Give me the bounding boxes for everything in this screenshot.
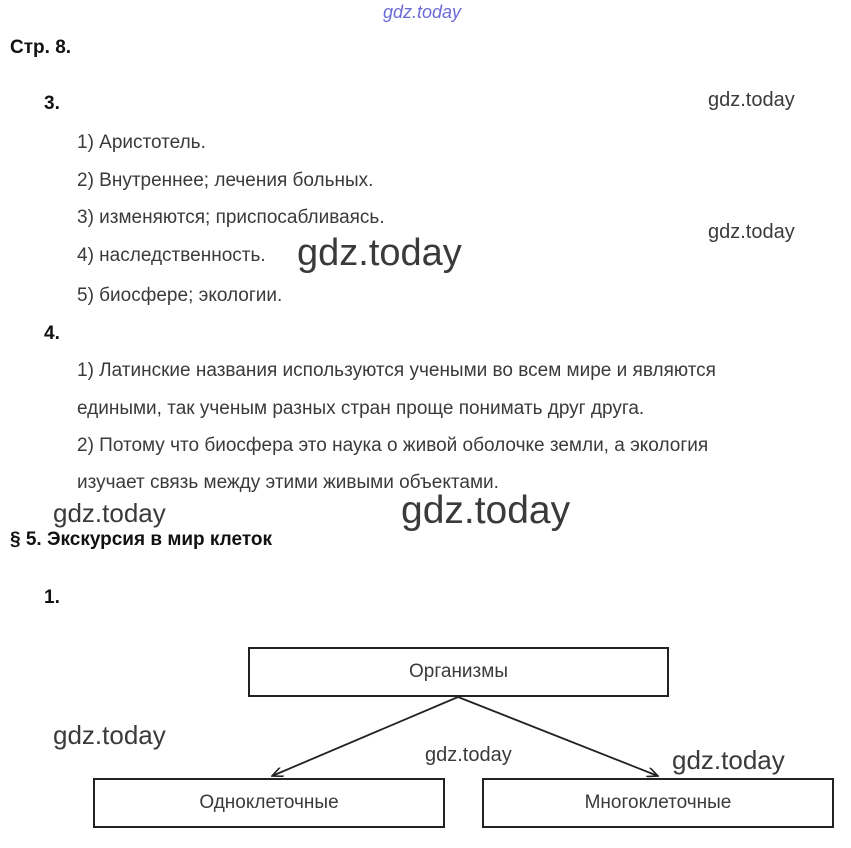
task-3-answer-4: 4) наследственность.	[77, 245, 266, 266]
watermark-center-large: gdz.today	[401, 489, 571, 532]
task-3-answer-2: 2) Внутреннее; лечения больных.	[77, 170, 374, 191]
watermark-top: gdz.today	[383, 2, 462, 22]
task-4-line-2: едиными, так ученым разных стран проще понимать друг друга.	[77, 398, 645, 419]
task-3-answer-1: 1) Аристотель.	[77, 132, 206, 153]
page-heading: Стр. 8.	[10, 37, 72, 58]
task-3-answer-3: 3) изменяются; приспосабливаясь.	[77, 207, 385, 228]
watermark-right-1: gdz.today	[708, 89, 795, 111]
watermark-right-low: gdz.today	[672, 745, 785, 775]
diagram-right-label: Многоклеточные	[584, 792, 732, 813]
diagram-left-label: Одноклеточные	[199, 792, 339, 813]
task-4-line-1: 1) Латинские названия используются учеными во всем мире и являются	[77, 360, 716, 381]
diagram-right-box	[482, 778, 834, 828]
task-4-line-3: 2) Потому что биосфера это наука о живой оболочке земли, а экология	[77, 435, 709, 456]
task-3-number: 3.	[44, 93, 60, 114]
section-heading: § 5. Экскурсия в мир клеток	[10, 529, 272, 550]
watermark-right-2: gdz.today	[708, 221, 795, 243]
task-1-number: 1.	[44, 587, 60, 608]
watermark-left-mid: gdz.today	[53, 498, 166, 528]
diagram-root-label: Организмы	[409, 661, 508, 682]
watermark-diagram-center: gdz.today	[425, 744, 512, 766]
diagram-root-box	[248, 647, 669, 697]
watermark-left-low: gdz.today	[53, 720, 166, 750]
diagram-left-box	[93, 778, 445, 828]
task-3-answer-5: 5) биосфере; экологии.	[77, 285, 283, 306]
task-4-number: 4.	[44, 323, 60, 344]
task-4-line-4: изучает связь между этими живыми объектами.	[77, 472, 499, 493]
watermark-inline-large: gdz.today	[297, 232, 462, 274]
